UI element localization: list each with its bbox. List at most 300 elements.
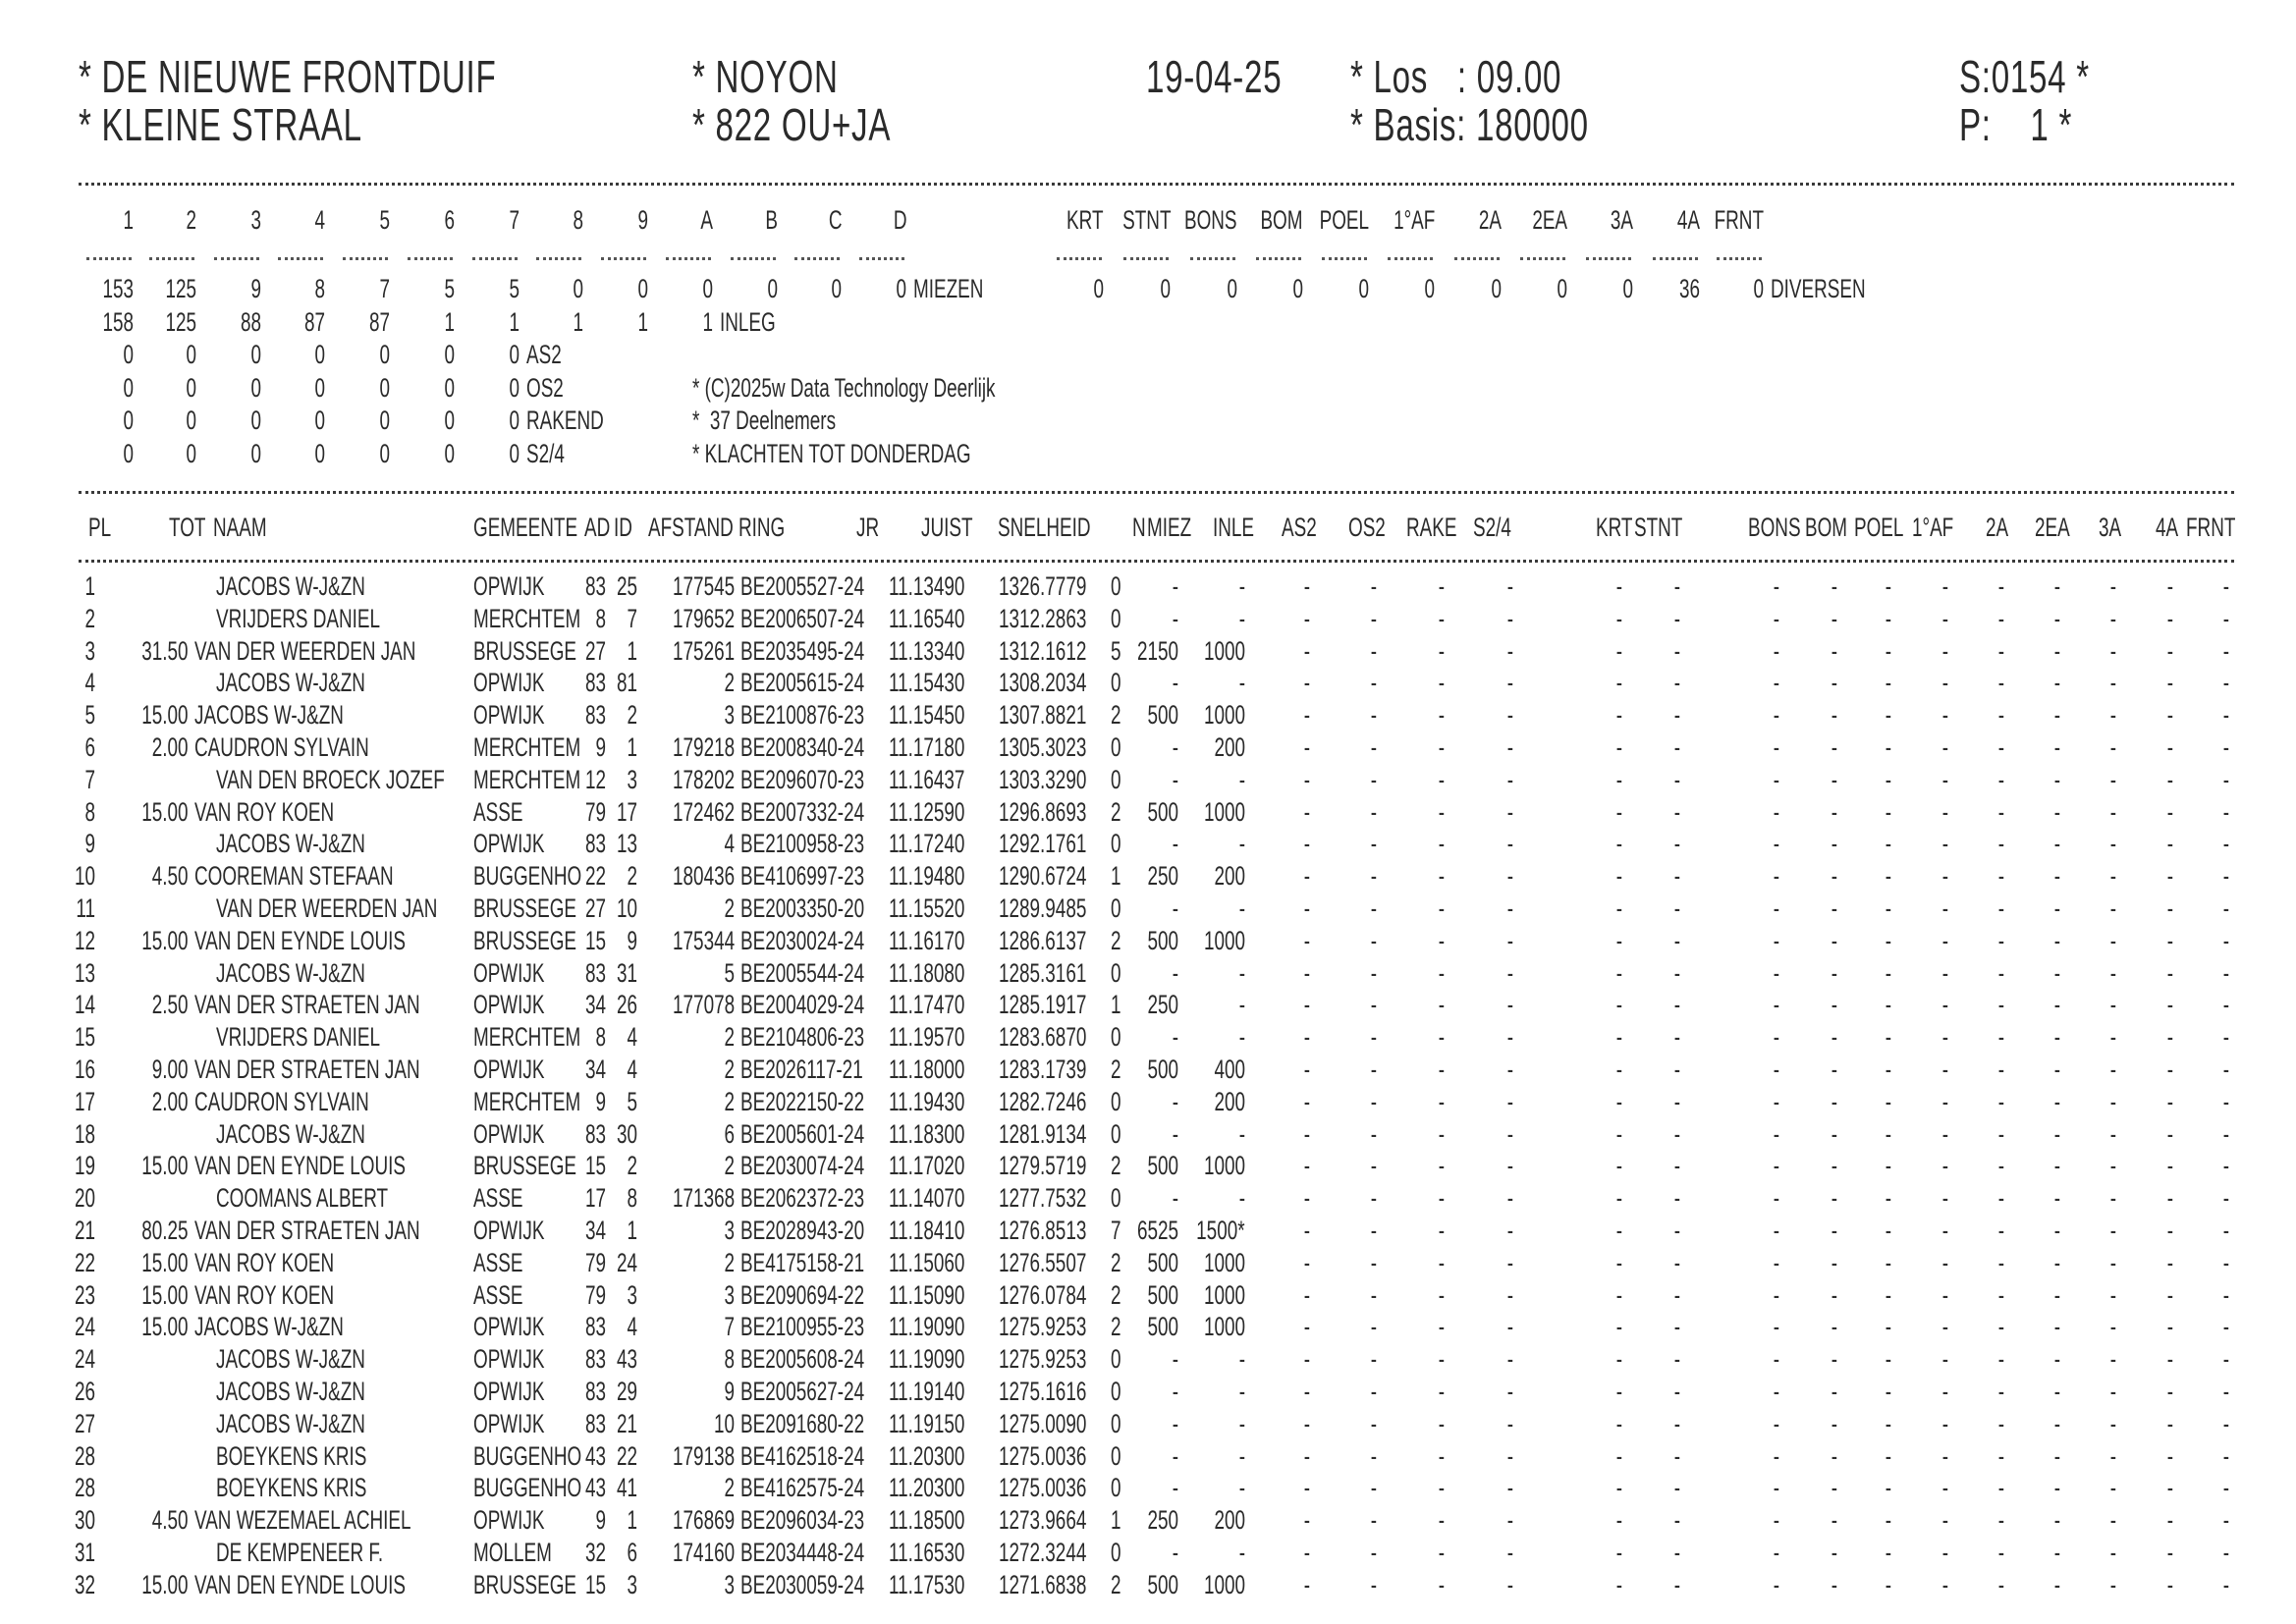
cell-ea2: - [2053, 1151, 2060, 1180]
cell-stnt: - [1673, 1441, 1680, 1471]
summary-value: 0 [444, 372, 455, 403]
cell-a4: - [2166, 797, 2173, 827]
cell-frnt: - [2222, 571, 2229, 601]
cell-speed: 1286.6137 [999, 926, 1087, 955]
cell-bons: - [1773, 1570, 1779, 1599]
cell-id: 8 [627, 1183, 637, 1213]
cell-af1: - [1941, 1441, 1948, 1471]
cell-bom: - [1831, 1538, 1837, 1567]
cell-n: 2 [1111, 1280, 1121, 1310]
cell-bons: - [1773, 604, 1779, 633]
cell-stnt: - [1673, 1022, 1680, 1052]
cell-ad: 83 [584, 958, 606, 988]
cell-ea2: - [2053, 732, 2060, 762]
cell-poel: - [1885, 958, 1891, 988]
cell-speed: 1275.0036 [999, 1473, 1087, 1502]
cell-id: 1 [627, 1216, 637, 1245]
cell-bom: - [1831, 926, 1837, 955]
cell-frnt: - [2222, 958, 2229, 988]
cell-ea2: - [2053, 1183, 2060, 1213]
cell-s24: - [1506, 1055, 1513, 1084]
cell-name: VAN DEN EYNDE LOUIS [194, 1570, 406, 1599]
cell-ad: 9 [595, 1505, 606, 1535]
cell-ad: 83 [584, 1119, 606, 1149]
cell-inle: - [1238, 1538, 1245, 1567]
cell-stnt: - [1673, 1183, 1680, 1213]
column-header-ring: RING [738, 513, 786, 542]
cell-rake: - [1438, 1344, 1445, 1374]
cell-bons: - [1773, 893, 1779, 923]
cell-bom: - [1831, 571, 1837, 601]
cell-ring: BE2026117-21 [740, 1055, 863, 1084]
cell-id: 31 [616, 958, 637, 988]
cell-inle: - [1238, 668, 1245, 697]
summary-value: 0 [186, 372, 196, 403]
cell-rake: - [1438, 1441, 1445, 1471]
cell-frnt: - [2222, 1151, 2229, 1180]
cell-bons: - [1773, 571, 1779, 601]
cell-inle: - [1238, 1441, 1245, 1471]
cell-os2: - [1370, 1409, 1377, 1438]
cell-id: 3 [627, 765, 637, 794]
summary-value: 1 [444, 306, 455, 337]
cell-krt: - [1615, 636, 1622, 666]
summary-value: 0 [896, 274, 906, 303]
cell-a3: - [2109, 1377, 2116, 1406]
cell-af1: - [1941, 1183, 1948, 1213]
cell-bom: - [1831, 861, 1837, 891]
cell-name: VRIJDERS DANIEL [216, 1022, 380, 1052]
cell-af1: - [1941, 926, 1948, 955]
cell-ring: BE2096034-23 [740, 1505, 865, 1535]
cell-ad: 34 [584, 1055, 606, 1084]
cell-place: 13 [74, 958, 95, 988]
cell-as2: - [1303, 732, 1310, 762]
cell-place: 24 [74, 1312, 95, 1341]
cell-a4: - [2166, 1248, 2173, 1277]
cell-inle: - [1238, 1473, 1245, 1502]
cell-a3: - [2109, 1473, 2116, 1502]
cell-bom: - [1831, 1087, 1837, 1116]
cell-as2: - [1303, 1473, 1310, 1502]
summary-value: 0 [1160, 274, 1171, 303]
cell-name: JACOBS W-J&ZN [216, 958, 365, 988]
cell-id: 3 [627, 1280, 637, 1310]
cell-municipality: ASSE [473, 1280, 523, 1310]
column-underline [1586, 257, 1631, 260]
cell-frnt: - [2222, 1344, 2229, 1374]
cell-id: 81 [616, 668, 637, 697]
summary-col-header: 5 [379, 205, 390, 235]
cell-bom: - [1831, 1312, 1837, 1341]
cell-krt: - [1615, 1377, 1622, 1406]
cell-poel: - [1885, 1280, 1891, 1310]
cell-as2: - [1303, 861, 1310, 891]
cell-speed: 1307.8821 [999, 700, 1087, 730]
cell-ea2: - [2053, 571, 2060, 601]
cell-n: 2 [1111, 1151, 1121, 1180]
cell-as2: - [1303, 1344, 1310, 1374]
cell-stnt: - [1673, 1409, 1680, 1438]
summary-col-header: FRNT [1714, 205, 1764, 235]
cell-municipality: OPWIJK [473, 571, 545, 601]
cell-municipality: BRUSSEGE [473, 1570, 577, 1599]
cell-krt: - [1615, 893, 1622, 923]
cell-krt: - [1615, 1248, 1622, 1277]
cell-miez: 500 [1147, 1151, 1178, 1180]
cell-bom: - [1831, 893, 1837, 923]
cell-bons: - [1773, 636, 1779, 666]
cell-ring: BE2091680-22 [740, 1409, 865, 1438]
cell-place: 28 [74, 1441, 95, 1471]
cell-name: JACOBS W-J&ZN [216, 1344, 365, 1374]
cell-ring: BE2100955-23 [740, 1312, 865, 1341]
cell-af1: - [1941, 1119, 1948, 1149]
summary-value: 125 [165, 306, 196, 337]
cell-as2: - [1303, 926, 1310, 955]
cell-speed: 1276.0784 [999, 1280, 1087, 1310]
cell-ad: 15 [584, 1570, 606, 1599]
cell-os2: - [1370, 1151, 1377, 1180]
cell-os2: - [1370, 571, 1377, 601]
race-category: * 822 OU+JA [692, 99, 892, 150]
cell-place: 17 [74, 1087, 95, 1116]
summary-value: 158 [102, 306, 134, 337]
cell-name: JACOBS W-J&ZN [216, 668, 365, 697]
cell-time: 11.15520 [889, 893, 965, 923]
cell-total: 80.25 [141, 1216, 189, 1245]
cell-a3: - [2109, 1570, 2116, 1599]
cell-poel: - [1885, 732, 1891, 762]
cell-place: 19 [74, 1151, 95, 1180]
cell-a4: - [2166, 829, 2173, 858]
cell-poel: - [1885, 797, 1891, 827]
cell-rake: - [1438, 1022, 1445, 1052]
cell-frnt: - [2222, 1409, 2229, 1438]
summary-value: 0 [314, 438, 325, 468]
cell-a3: - [2109, 636, 2116, 666]
cell-ad: 9 [595, 1087, 606, 1116]
cell-a2: - [1997, 1473, 2004, 1502]
column-underline [214, 257, 259, 260]
cell-rake: - [1438, 893, 1445, 923]
cell-total: 15.00 [141, 700, 189, 730]
summary-value: 0 [831, 274, 842, 303]
cell-krt: - [1615, 1151, 1622, 1180]
cell-id: 26 [616, 990, 637, 1019]
cell-id: 29 [616, 1377, 637, 1406]
cell-ea2: - [2053, 1248, 2060, 1277]
cell-municipality: BRUSSEGE [473, 1151, 577, 1180]
cell-poel: - [1885, 1216, 1891, 1245]
cell-municipality: OPWIJK [473, 1409, 545, 1438]
cell-krt: - [1615, 668, 1622, 697]
cell-ring: BE4175158-21 [740, 1248, 865, 1277]
cell-stnt: - [1673, 668, 1680, 697]
cell-place: 21 [74, 1216, 95, 1245]
cell-place: 5 [84, 700, 95, 730]
cell-inle: - [1238, 958, 1245, 988]
cell-distance: 9 [724, 1377, 735, 1406]
cell-n: 0 [1111, 829, 1121, 858]
cell-a4: - [2166, 732, 2173, 762]
column-header-pl: PL [88, 513, 112, 542]
cell-ea2: - [2053, 1473, 2060, 1502]
column-underline [794, 257, 840, 260]
cell-bons: - [1773, 1280, 1779, 1310]
cell-speed: 1303.3290 [999, 765, 1087, 794]
summary-note: * (C)2025w Data Technology Deerlijk [692, 372, 996, 403]
cell-rake: - [1438, 861, 1445, 891]
cell-krt: - [1615, 765, 1622, 794]
cell-time: 11.18500 [889, 1505, 965, 1535]
cell-miez: 500 [1147, 797, 1178, 827]
cell-stnt: - [1673, 1248, 1680, 1277]
cell-a2: - [1997, 1505, 2004, 1535]
cell-municipality: OPWIJK [473, 829, 545, 858]
cell-a4: - [2166, 893, 2173, 923]
cell-af1: - [1941, 732, 1948, 762]
cell-speed: 1289.9485 [999, 893, 1087, 923]
cell-as2: - [1303, 797, 1310, 827]
cell-os2: - [1370, 893, 1377, 923]
cell-ring: BE2008340-24 [740, 732, 865, 762]
summary-col-header: 1°AF [1393, 205, 1435, 235]
cell-miez: - [1172, 1409, 1178, 1438]
cell-distance: 179138 [672, 1441, 735, 1471]
cell-af1: - [1941, 700, 1948, 730]
cell-a3: - [2109, 1216, 2116, 1245]
cell-miez: 250 [1147, 1505, 1178, 1535]
cell-a2: - [1997, 1119, 2004, 1149]
cell-a2: - [1997, 1570, 2004, 1599]
release-time: * Los : 09.00 [1350, 51, 1562, 102]
cell-total: 4.50 [152, 1505, 189, 1535]
cell-poel: - [1885, 604, 1891, 633]
cell-stnt: - [1673, 829, 1680, 858]
cell-ad: 27 [584, 893, 606, 923]
cell-a3: - [2109, 958, 2116, 988]
cell-name: COOREMAN STEFAAN [194, 861, 394, 891]
cell-place: 15 [74, 1022, 95, 1052]
cell-bom: - [1831, 1473, 1837, 1502]
cell-s24: - [1506, 990, 1513, 1019]
cell-poel: - [1885, 765, 1891, 794]
cell-miez: - [1172, 893, 1178, 923]
cell-a3: - [2109, 1441, 2116, 1471]
cell-ea2: - [2053, 926, 2060, 955]
cell-place: 11 [76, 893, 95, 923]
cell-inle: 1000 [1203, 636, 1245, 666]
cell-ad: 83 [584, 1312, 606, 1341]
cell-s24: - [1506, 571, 1513, 601]
column-header-a3: 3A [2099, 513, 2122, 542]
cell-s24: - [1506, 1441, 1513, 1471]
cell-distance: 2 [724, 1151, 735, 1180]
cell-frnt: - [2222, 1022, 2229, 1052]
cell-bons: - [1773, 1538, 1779, 1567]
cell-miez: - [1172, 668, 1178, 697]
cell-bons: - [1773, 1183, 1779, 1213]
cell-id: 2 [627, 700, 637, 730]
divider [79, 491, 2234, 494]
cell-a4: - [2166, 1183, 2173, 1213]
cell-place: 18 [74, 1119, 95, 1149]
cell-as2: - [1303, 1055, 1310, 1084]
cell-stnt: - [1673, 1312, 1680, 1341]
cell-n: 0 [1111, 1538, 1121, 1567]
cell-a3: - [2109, 1087, 2116, 1116]
cell-place: 22 [74, 1248, 95, 1277]
cell-speed: 1275.9253 [999, 1344, 1087, 1374]
cell-s24: - [1506, 829, 1513, 858]
cell-s24: - [1506, 1022, 1513, 1052]
cell-ring: BE2005544-24 [740, 958, 865, 988]
cell-krt: - [1615, 700, 1622, 730]
cell-af1: - [1941, 797, 1948, 827]
cell-krt: - [1615, 829, 1622, 858]
cell-a4: - [2166, 604, 2173, 633]
cell-distance: 3 [724, 700, 735, 730]
cell-time: 11.18410 [889, 1216, 965, 1245]
cell-bons: - [1773, 1151, 1779, 1180]
cell-ring: BE4162518-24 [740, 1441, 865, 1471]
cell-inle: - [1238, 571, 1245, 601]
cell-miez: 500 [1147, 1570, 1178, 1599]
cell-name: VAN DEN EYNDE LOUIS [194, 926, 406, 955]
cell-distance: 177545 [672, 571, 735, 601]
cell-rake: - [1438, 1312, 1445, 1341]
cell-distance: 2 [724, 1248, 735, 1277]
cell-as2: - [1303, 668, 1310, 697]
cell-os2: - [1370, 1505, 1377, 1535]
cell-as2: - [1303, 1312, 1310, 1341]
cell-os2: - [1370, 604, 1377, 633]
column-underline [666, 257, 711, 260]
cell-inle: - [1238, 893, 1245, 923]
cell-bons: - [1773, 1087, 1779, 1116]
column-underline [536, 257, 581, 260]
cell-name: CAUDRON SYLVAIN [194, 1087, 369, 1116]
cell-municipality: MERCHTEM [473, 732, 581, 762]
cell-time: 11.14070 [889, 1183, 965, 1213]
cell-as2: - [1303, 1151, 1310, 1180]
summary-value: 153 [102, 274, 134, 303]
summary-value: 5 [444, 274, 455, 303]
cell-bons: - [1773, 732, 1779, 762]
cell-ad: 83 [584, 1377, 606, 1406]
cell-distance: 179218 [672, 732, 735, 762]
cell-krt: - [1615, 1183, 1622, 1213]
cell-a3: - [2109, 1280, 2116, 1310]
summary-value: 1 [702, 306, 713, 337]
cell-a4: - [2166, 926, 2173, 955]
cell-frnt: - [2222, 1473, 2229, 1502]
cell-krt: - [1615, 1570, 1622, 1599]
summary-value: 9 [250, 274, 261, 303]
cell-s24: - [1506, 958, 1513, 988]
cell-bom: - [1831, 732, 1837, 762]
cell-speed: 1275.9253 [999, 1312, 1087, 1341]
cell-distance: 180436 [672, 861, 735, 891]
cell-n: 0 [1111, 1377, 1121, 1406]
cell-total: 15.00 [141, 926, 189, 955]
cell-time: 11.18300 [889, 1119, 965, 1149]
cell-frnt: - [2222, 1570, 2229, 1599]
cell-n: 0 [1111, 571, 1121, 601]
cell-n: 0 [1111, 1344, 1121, 1374]
cell-inle: - [1238, 1377, 1245, 1406]
cell-time: 11.19570 [889, 1022, 965, 1052]
summary-value: 1 [509, 306, 519, 337]
cell-s24: - [1506, 732, 1513, 762]
cell-as2: - [1303, 1377, 1310, 1406]
summary-value: 0 [1424, 274, 1435, 303]
cell-ad: 83 [584, 571, 606, 601]
cell-stnt: - [1673, 861, 1680, 891]
column-header-juist: JUIST [921, 513, 973, 542]
cell-af1: - [1941, 765, 1948, 794]
summary-value: 0 [509, 340, 519, 369]
cell-n: 2 [1111, 1312, 1121, 1341]
cell-rake: - [1438, 1280, 1445, 1310]
cell-name: VAN DEN EYNDE LOUIS [194, 1151, 406, 1180]
cell-a4: - [2166, 1280, 2173, 1310]
cell-ad: 79 [584, 1248, 606, 1277]
cell-frnt: - [2222, 861, 2229, 891]
cell-total: 2.00 [152, 1087, 189, 1116]
cell-stnt: - [1673, 1151, 1680, 1180]
cell-a3: - [2109, 990, 2116, 1019]
cell-inle: 200 [1214, 1505, 1245, 1535]
summary-col-header: 2A [1478, 205, 1502, 235]
cell-a3: - [2109, 1409, 2116, 1438]
cell-time: 11.17180 [889, 732, 965, 762]
cell-miez: 250 [1147, 861, 1178, 891]
cell-total: 2.00 [152, 732, 189, 762]
cell-poel: - [1885, 1151, 1891, 1180]
cell-rake: - [1438, 1119, 1445, 1149]
cell-id: 4 [627, 1055, 637, 1084]
cell-miez: - [1172, 1441, 1178, 1471]
cell-os2: - [1370, 829, 1377, 858]
cell-a3: - [2109, 1538, 2116, 1567]
cell-miez: 500 [1147, 926, 1178, 955]
cell-bom: - [1831, 1441, 1837, 1471]
column-header-snelheid: SNELHEID [998, 513, 1091, 542]
cell-a2: - [1997, 1377, 2004, 1406]
cell-poel: - [1885, 1022, 1891, 1052]
cell-distance: 172462 [672, 797, 735, 827]
cell-name: VAN DER WEERDEN JAN [216, 893, 438, 923]
summary-row-label: INLEG [720, 306, 776, 337]
cell-os2: - [1370, 1022, 1377, 1052]
divider [79, 560, 2234, 563]
cell-time: 11.16530 [889, 1538, 965, 1567]
cell-id: 10 [616, 893, 637, 923]
cell-total: 15.00 [141, 1151, 189, 1180]
cell-speed: 1285.1917 [999, 990, 1087, 1019]
cell-place: 1 [84, 571, 95, 601]
summary-value: 0 [1753, 274, 1764, 303]
cell-time: 11.20300 [889, 1473, 965, 1502]
cell-speed: 1312.1612 [999, 636, 1087, 666]
cell-total: 15.00 [141, 1280, 189, 1310]
column-header-bons: BONS [1748, 513, 1801, 542]
cell-bons: - [1773, 1377, 1779, 1406]
cell-id: 30 [616, 1119, 637, 1149]
cell-inle: - [1238, 990, 1245, 1019]
